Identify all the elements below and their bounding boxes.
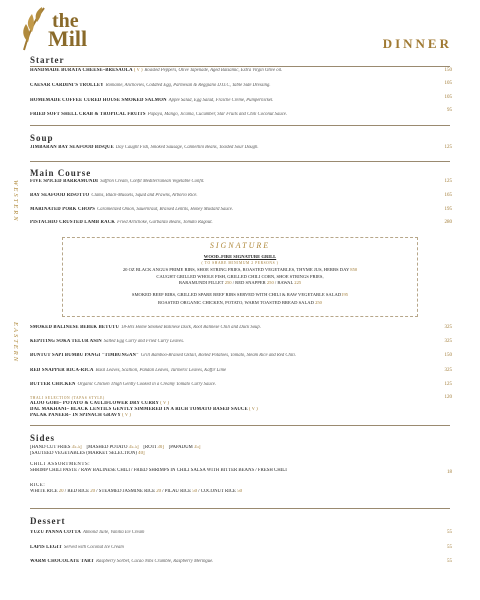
- item-price: 325: [444, 339, 452, 344]
- item-description: Romaine, Anchovies, Coddled Egg, Parmesan & Reggiano D.O.C, Table Side Dressing.: [105, 83, 271, 88]
- item-price: 20: [90, 489, 96, 494]
- logo-text-the: the: [52, 10, 79, 32]
- item-price: 250: [315, 300, 322, 305]
- item-name: YUZU PANNA COTTA: [30, 530, 81, 535]
- menu-item: [30, 112, 430, 118]
- page-title: DINNER: [382, 36, 452, 51]
- item-price: 150: [444, 68, 452, 73]
- menu-item: [30, 382, 430, 388]
- item-price: 55: [447, 559, 452, 564]
- rice-name: / STEAMED JASMINE RICE: [96, 489, 156, 494]
- item-description: Day Caught Fish, Smoked Sausage, Cannellini Beans, Toasted Sour Dough.: [115, 145, 259, 150]
- menu-item: [30, 339, 430, 345]
- menu-item: [30, 530, 430, 536]
- item-name: HANDMADE BURATA CHEESE–BRESAOLA: [30, 68, 133, 73]
- item-name: BUTTER CHICKEN: [30, 382, 76, 387]
- menu-item: [30, 220, 430, 226]
- signature-item-name: SMOKED BEEF RIBS, GRILLED SPARE BEEF RIBS SERVED WITH CHILI & RAW VEGETABLE SALAD: [131, 292, 342, 297]
- item-name: ALOO GOBI– POTATO & CAULIFLOWER DRY CURRY: [30, 401, 160, 406]
- chili-line: SHRIMP CHILI PASTE / RAW BALINESE CHILI / FRIED SHRIMPS IN CHILI SALSA WITH BITTER BEANS / FRESH CHILI: [30, 468, 287, 473]
- side-name: [PAPADUM: [168, 445, 193, 450]
- restaurant-logo: [18, 6, 88, 56]
- item-price: 125: [444, 179, 452, 184]
- wheat-icon: [18, 6, 50, 52]
- item-price: 125: [444, 382, 452, 387]
- section-heading-sides: Sides: [30, 433, 56, 443]
- chili-label: CHILI ASSORTMENTS:: [30, 462, 91, 467]
- menu-item: [30, 353, 430, 359]
- rice-row: [30, 489, 450, 495]
- item-description: Fried Artichoke, Garbanzo Beans, Tomato Ragout.: [117, 220, 213, 225]
- item-description: Roasted Peppers, Olive Tapenade, Aged Balsamic, Extra Virgin Olive oil.: [144, 68, 283, 73]
- item-name: DAL MAKHANI– BLACK LENTILS GENTLY SIMMERED IN A RICH TOMATO BASED SAUCE: [30, 407, 248, 412]
- item-price: 250: [224, 280, 232, 285]
- side-name: [SAUTEED VEGETABLES (MARKET SELECTION): [30, 451, 137, 456]
- menu-item: [30, 193, 430, 199]
- signature-item-name: 20 OZ BLACK ANGUS PRIME RIBS, SHOE STRING FRIES, ROASTED VEGETABLES, THYME JUS, HERBS DAY: [122, 267, 350, 272]
- item-price: 225: [294, 280, 302, 285]
- logo-text-mill: Mill: [48, 26, 88, 51]
- item-name: SMOKED BALINESE BEBEK BETUTU: [30, 325, 120, 330]
- fish-option: / BAWAL: [274, 280, 294, 285]
- veg-tag: ( V ): [249, 407, 258, 412]
- rice-name: / PILAU RICE: [162, 489, 192, 494]
- item-name: WARM CHOCOLATE TART: [30, 559, 95, 564]
- divider: [30, 125, 450, 126]
- item-price: 50: [237, 489, 242, 494]
- item-name: BUNTUT SAPI BUMBU PANGI "TIMBUNGAN": [30, 353, 139, 358]
- item-price: 105: [444, 81, 452, 86]
- item-description: 18-Hrs Home Smoked Balinese Duck, Root Balinese Chili and Duck Soup.: [121, 325, 261, 330]
- item-description: Organic Chicken Thigh Gently Cooked in a Creamy Tomato Curry Sauce.: [77, 382, 217, 387]
- item-name: FIVE SPICED BARRAMUNDI: [30, 179, 99, 184]
- item-description: Apple Salad, Egg Salad, Fraiche Creme, Pumpernickel.: [168, 98, 274, 103]
- fish-option: BARAMUNDI FILLET: [178, 280, 224, 285]
- item-name: LAPIS LEGIT: [30, 545, 63, 550]
- item-price: 35.5]: [128, 445, 139, 450]
- menu-item: [30, 545, 430, 551]
- item-price: 280: [444, 220, 452, 225]
- signature-item-name: CAUGHT GRILLED WHOLE FISH, GRILLED CHILI CORN, SHOE STRINGS FRIES,: [156, 274, 324, 279]
- menu-item: [30, 325, 430, 331]
- item-name: PISTACHIO CRUSTED LAMB RACK: [30, 220, 116, 225]
- menu-item: [30, 368, 430, 374]
- fish-option: / RED SNAPPER: [232, 280, 266, 285]
- item-price: 40]: [138, 451, 145, 456]
- item-name: PALAK PANEER– IN SPINACH GRAVY: [30, 413, 121, 418]
- item-price: 165: [444, 193, 452, 198]
- rice-label: RICE:: [30, 483, 46, 488]
- item-name: KEPITING SOKA TELUR ASIN: [30, 339, 102, 344]
- menu-item: [30, 83, 430, 89]
- thali-label: THALI SELECTION (TAPAS STYLE): [30, 396, 105, 400]
- item-price: 35]: [194, 445, 201, 450]
- signature-item: [63, 280, 417, 286]
- item-description: Almond Tuile, Vanilla Ice Cream: [82, 530, 145, 535]
- section-heading-dessert: Dessert: [30, 516, 66, 526]
- rice-name: WHITE RICE: [30, 489, 58, 494]
- item-price: 35.5]: [71, 445, 82, 450]
- item-price: 55: [447, 545, 452, 550]
- divider: [30, 66, 450, 67]
- item-price: 20: [58, 489, 64, 494]
- item-price: 95: [447, 108, 452, 113]
- western-label: WESTERN: [12, 180, 19, 223]
- item-price: 195: [444, 207, 452, 212]
- item-price: 18: [447, 470, 452, 475]
- item-price: 150: [444, 353, 452, 358]
- item-price: 325: [444, 325, 452, 330]
- item-description: Papaya, Mango, Jicama, Cucumber, Star Fruits and Chili Coconut Sauce.: [147, 112, 288, 117]
- item-name: JIMBARAN BAY SEAFOOD BISQUE: [30, 145, 114, 150]
- section-heading-starter: Starter: [30, 55, 65, 65]
- item-price: 120: [444, 395, 452, 400]
- item-description: Served with Coconut Ice Cream: [64, 545, 124, 550]
- veg-tag: ( V ): [122, 413, 131, 418]
- signature-item: [63, 267, 417, 273]
- item-description: Grill Bamboo-Braised Oxtail, Boiled Potatoes, Tomato, Steam Rice and Red Chili.: [140, 353, 296, 358]
- item-description: Saffron Cream, Confit Mediterranean Vegetable Confit.: [100, 179, 205, 184]
- item-price: 325: [444, 368, 452, 373]
- menu-item: [30, 68, 430, 74]
- rice-name: / RED RICE: [64, 489, 90, 494]
- grill-heading: WOOD–FIRE SIGNATURE GRILL: [203, 254, 277, 259]
- divider: [30, 161, 450, 162]
- sides-row: [30, 451, 450, 457]
- menu-item: [30, 559, 430, 565]
- item-price: 30]: [157, 445, 164, 450]
- item-price: 50: [192, 489, 198, 494]
- item-description: Basil Leaves, Scallion, Pandan Leaves, Turmeric Leaves, Kaffir Lime: [95, 368, 227, 373]
- signature-item-name: ROASTED ORGANIC CHICKEN, POTATO, WARM TOASTED BREAD SALAD: [158, 300, 314, 305]
- item-price: 125: [444, 145, 452, 150]
- rice-name: / COCONUT RICE: [198, 489, 236, 494]
- eastern-label: EASTERN: [12, 322, 19, 364]
- menu-item: [30, 179, 430, 185]
- item-description: Clams, Black-Mussels, Squid and Prawns, Arborio Rice.: [91, 193, 198, 198]
- item-description: Salted Egg Curry and Fried Curry Leaves.: [103, 339, 185, 344]
- signature-box: [62, 237, 418, 317]
- item-price: 55: [447, 530, 452, 535]
- menu-item: [30, 145, 430, 151]
- item-name: RED SNAPPER RICA-RICA: [30, 368, 94, 373]
- signature-title: SIGNATURE: [209, 241, 271, 250]
- side-name: [MASHED POTATO: [86, 445, 128, 450]
- side-name: [ROTI: [143, 445, 157, 450]
- veg-tag: ( V ): [160, 401, 169, 406]
- item-price: 195: [341, 292, 349, 297]
- item-price: 250: [266, 280, 274, 285]
- menu-item: [30, 207, 430, 213]
- divider: [30, 425, 450, 426]
- item-name: CAESAR CARDINI'S TROLLEY: [30, 83, 104, 88]
- side-name: [HAND CUT FRIES: [30, 445, 71, 450]
- item-description: Raspberry Sorbet, Cacao Nibs Crumble, Raspberry Meringue.: [96, 559, 214, 564]
- signature-item: [63, 292, 417, 298]
- share-note: ( TO SHARE MINIMUM 2 PERSONS ): [201, 261, 279, 265]
- thali-item: [30, 413, 430, 419]
- item-price: 850: [350, 267, 358, 272]
- section-heading-main-course: Main Course: [30, 168, 92, 178]
- item-name: FRIED SOFT SHELL CRAB & TROPICAL FRUITS: [30, 112, 146, 117]
- item-name: MARINATED PORK CHOPS: [30, 207, 96, 212]
- item-name: BAY SEAFOOD RISOTTO: [30, 193, 90, 198]
- veg-tag: ( V ): [133, 68, 143, 73]
- item-description: Caramelized Onion, Sauerkraut, Braised Lentils, Honey Mustard Sauce.: [97, 207, 234, 212]
- item-price: 20: [156, 489, 162, 494]
- divider: [30, 508, 450, 509]
- section-heading-soup: Soup: [30, 133, 54, 143]
- item-name: HOMEMADE COFFEE CURED HOUSE SMOKED SALMON: [30, 98, 167, 103]
- signature-item: [63, 300, 417, 306]
- menu-item: [30, 98, 430, 104]
- item-price: 105: [444, 95, 452, 100]
